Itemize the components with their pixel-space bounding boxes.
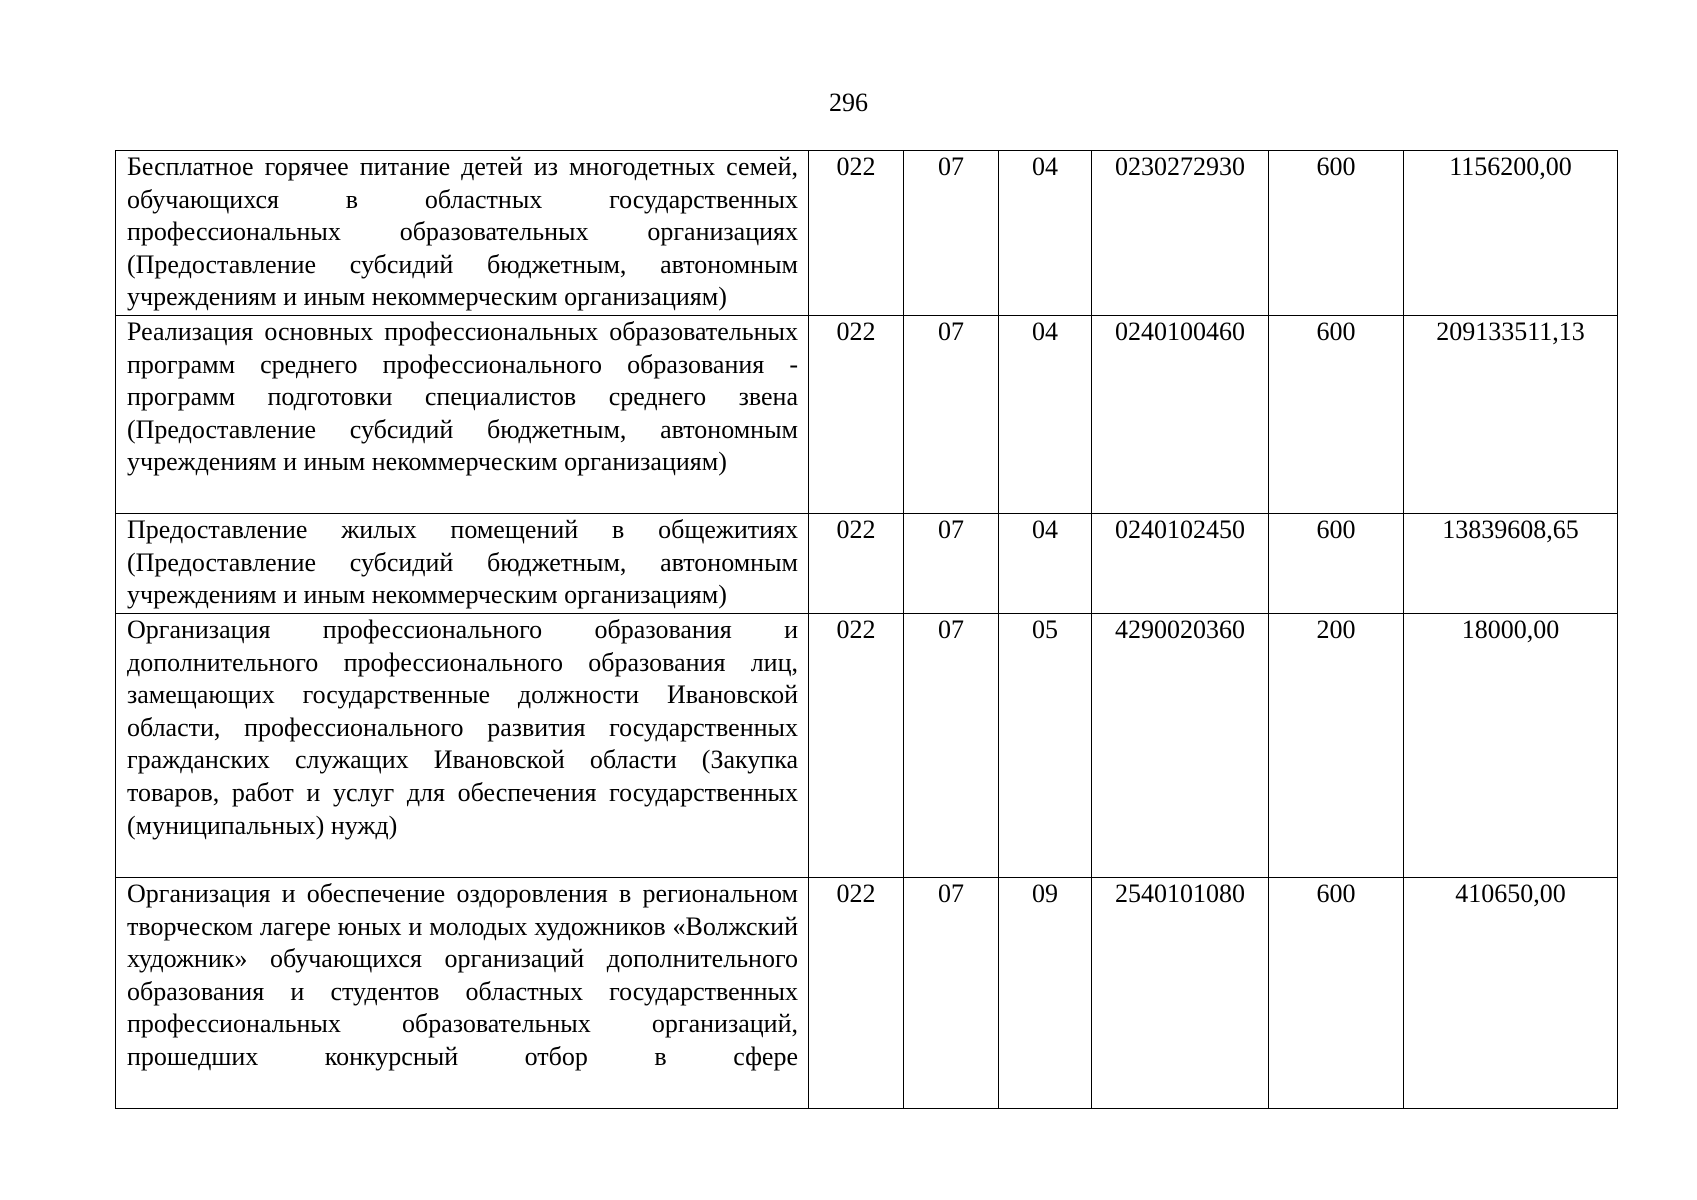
expense-type-cell: 600 [1269,316,1404,514]
row-description: Организация и обеспечение оздоровления в региональном творческом лагере юных и молодых художников «Волжский художник» обучающихся организаций дополнительного образования и студентов областных государственных профессиональных образовательных организаций, прошедших конкурсный отбор в сфере [116,878,809,1109]
admin-code-cell: 022 [809,878,904,1109]
row-description: Организация профессионального образования и дополнительного профессионального образования лиц, замещающих государственные должности Ивановской области, профессионального развития государственных гражданских служащих Ивановской области (Закупка товаров, работ и услуг для обеспечения государственных (муниципальных) нужд) [116,614,809,878]
subsection-cell: 04 [999,514,1092,614]
subsection-cell: 04 [999,151,1092,316]
table-row [116,614,1618,878]
amount-cell: 18000,00 [1404,614,1618,878]
row-description: Реализация основных профессиональных образовательных программ среднего профессионального образования - программ подготовки специалистов среднего звена (Предоставление субсидий бюджетным, автономным учреждениям и иным некоммерческим организациям) [116,316,809,514]
section-cell: 07 [904,614,999,878]
page-number: 296 [829,88,868,117]
admin-code-cell: 022 [809,514,904,614]
expense-type-cell: 200 [1269,614,1404,878]
section-cell: 07 [904,151,999,316]
table-row [116,316,1618,514]
budget-table [115,150,1618,1109]
section-cell: 07 [904,514,999,614]
section-cell: 07 [904,878,999,1109]
target-article-cell: 2540101080 [1092,878,1269,1109]
subsection-cell: 05 [999,614,1092,878]
admin-code-cell: 022 [809,614,904,878]
section-cell: 07 [904,316,999,514]
admin-code-cell: 022 [809,151,904,316]
amount-cell: 1156200,00 [1404,151,1618,316]
subsection-cell: 09 [999,878,1092,1109]
row-description: Предоставление жилых помещений в общежитиях (Предоставление субсидий бюджетным, автономным учреждениям и иным некоммерческим организациям) [116,514,809,614]
expense-type-cell: 600 [1269,514,1404,614]
target-article-cell: 4290020360 [1092,614,1269,878]
table-row [116,878,1618,1109]
amount-cell: 13839608,65 [1404,514,1618,614]
target-article-cell: 0240102450 [1092,514,1269,614]
row-description: Бесплатное горячее питание детей из многодетных семей, обучающихся в областных государственных профессиональных образовательных организациях (Предоставление субсидий бюджетным, автономным учреждениям и иным некоммерческим организациям) [116,151,809,316]
admin-code-cell: 022 [809,316,904,514]
expense-type-cell: 600 [1269,151,1404,316]
expense-type-cell: 600 [1269,878,1404,1109]
table-row [116,514,1618,614]
amount-cell: 209133511,13 [1404,316,1618,514]
amount-cell: 410650,00 [1404,878,1618,1109]
target-article-cell: 0240100460 [1092,316,1269,514]
table-row [116,151,1618,316]
target-article-cell: 0230272930 [1092,151,1269,316]
subsection-cell: 04 [999,316,1092,514]
